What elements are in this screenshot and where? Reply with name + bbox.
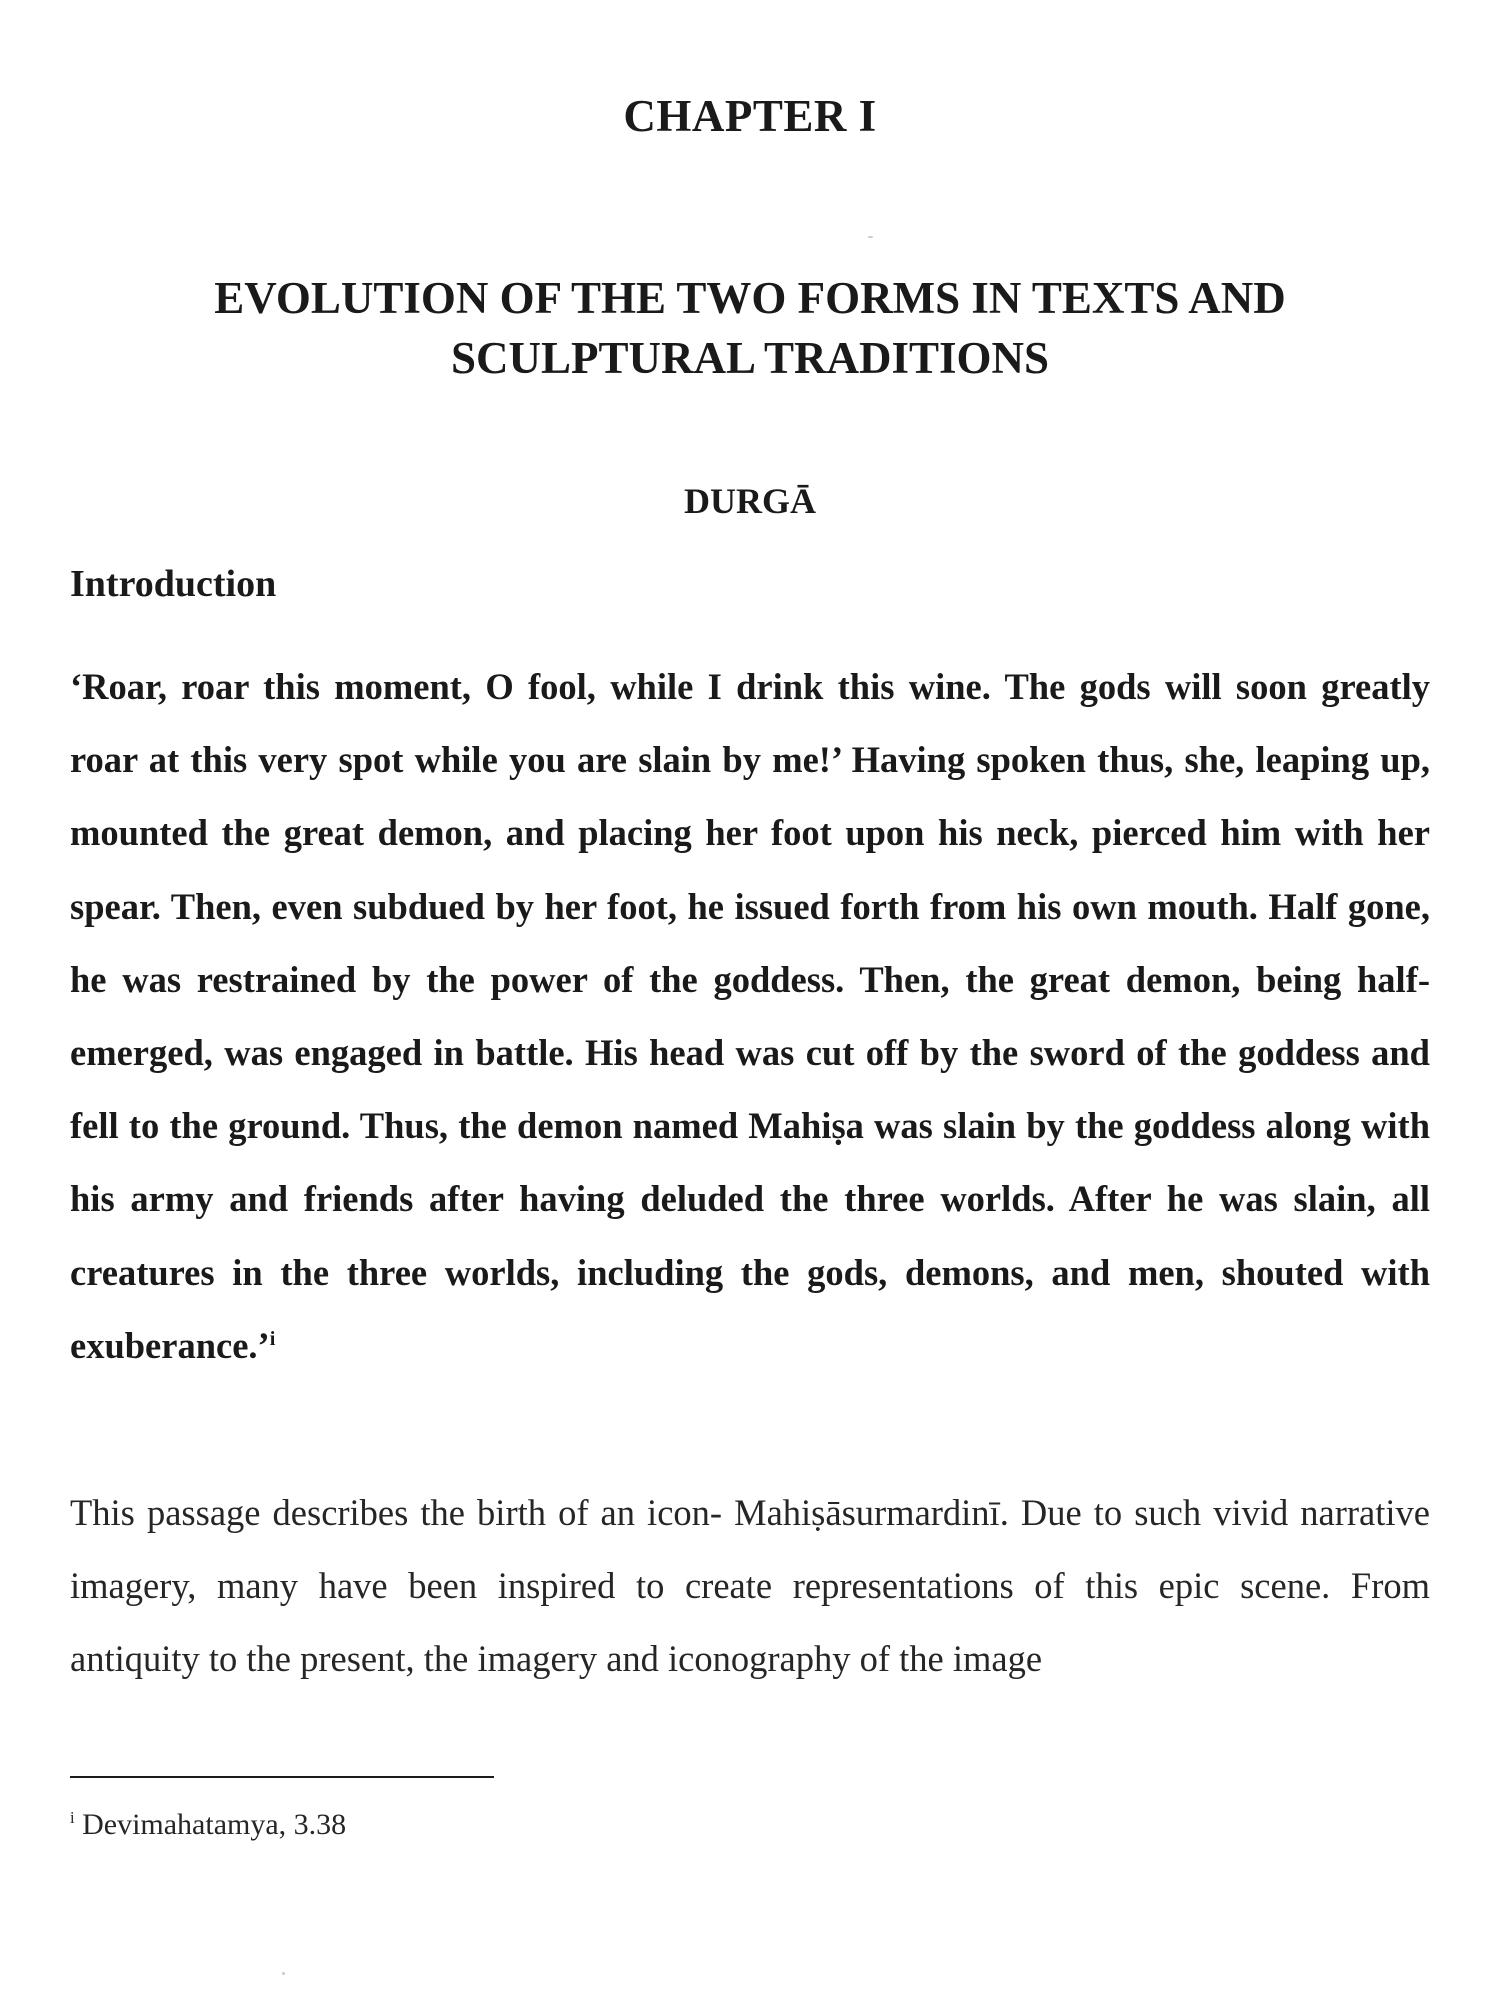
chapter-heading: CHAPTER I [623,91,877,141]
footnote [70,1808,346,1842]
chapter-title-line-1: EVOLUTION OF THE TWO FORMS IN TEXTS AND [214,273,1286,323]
footnote-text: Devimahatamya, 3.38 [82,1808,347,1841]
subheading: Introduction [70,563,277,605]
quote-text: ‘Roar, roar this moment, O fool, while I drink this wine. The gods will soon greatly roar at this very spot while you are slain by me!’ Having spoken thus, she, leaping up, mounted the great demon, and placing her foot upon his neck, pierced him with her spear. Then, even subdued by her foot, he issued forth from his own mouth. Half gone, he was restrained by the power of the goddess. Then, the great demon, being half-emerged, was engaged in battle. His head was cut off by the sword of the goddess and fell to the ground. Thus, the demon named Mahiṣa was slain by the goddess along with his army and friends after having deluded the three worlds. After he was slain, all creatures in the three worlds, including the gods, demons, and men, shouted with exuberance.’ [70,666,1430,1366]
scan-speck [282,1972,285,1975]
section-heading: DURGĀ [684,481,816,521]
chapter-title-line-2: SCULPTURAL TRADITIONS [450,333,1050,383]
body-paragraph: This passage describes the birth of an icon- Mahiṣāsurmardinī. Due to such vivid narrative imagery, many have been inspired to create representations of this epic scene. From antiquity to the present, the imagery and iconography of the image [70,1492,1430,1679]
quote-paragraph [70,650,1430,1382]
chapter-title [0,268,1500,388]
footnote-marker: i [70,1808,75,1827]
scan-speck [868,236,873,238]
footnote-divider [70,1776,494,1778]
footnote-reference: i [269,1327,276,1350]
